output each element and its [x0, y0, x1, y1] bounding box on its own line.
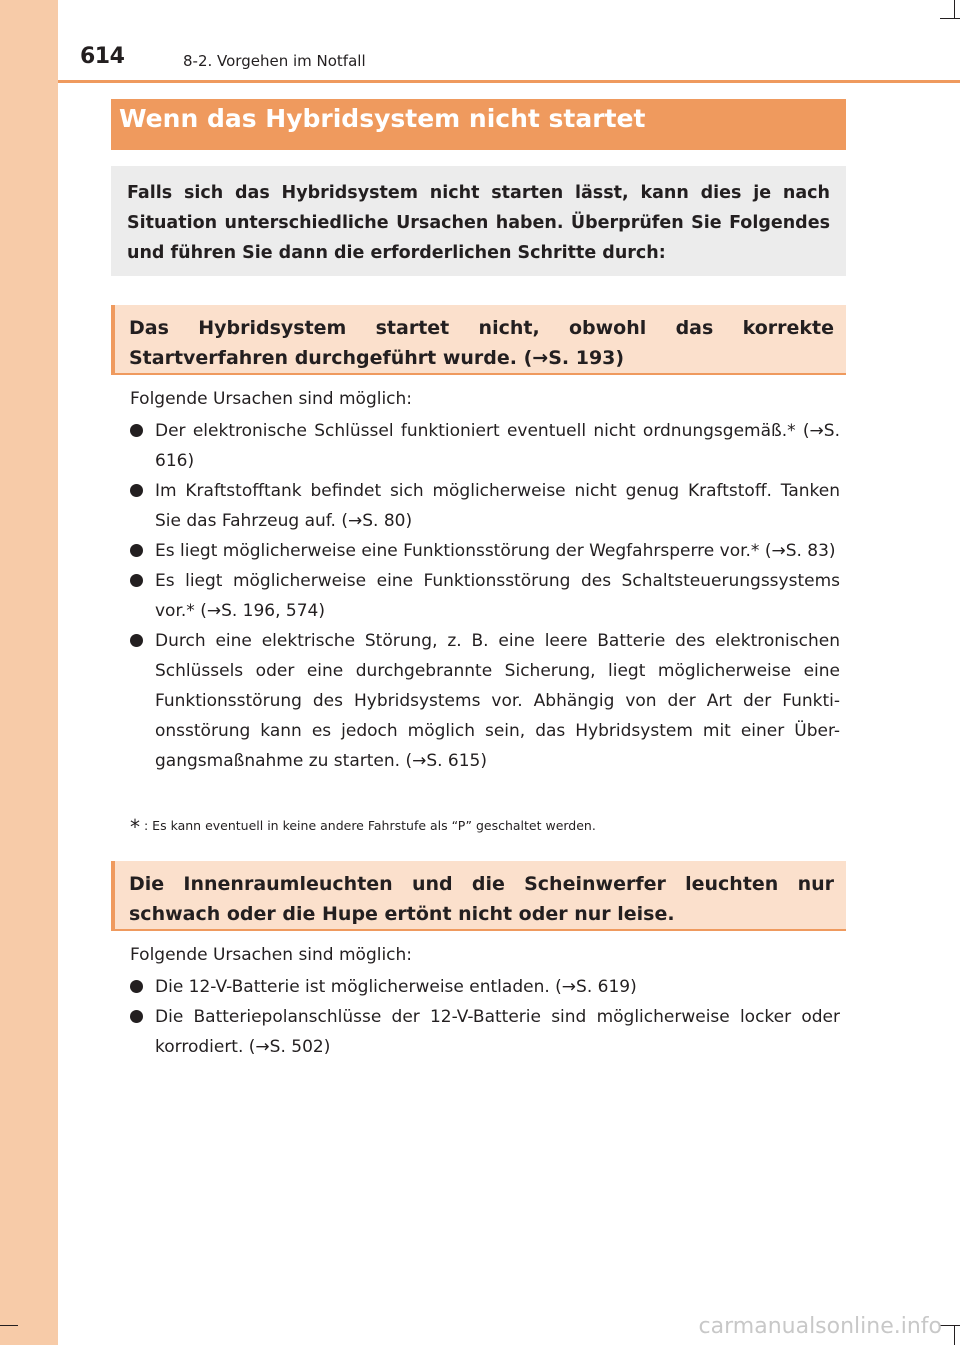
- bullet-icon: [130, 424, 143, 437]
- watermark: carmanualsonline.info: [698, 1314, 942, 1339]
- footnote-text: : Es kann eventuell in keine andere Fahrstufe als “P” geschaltet werden.: [144, 818, 596, 833]
- bullet-icon: [130, 980, 143, 993]
- page-edge-strip: [0, 0, 58, 1345]
- bullet-icon: [130, 544, 143, 557]
- list-item: Durch eine elektrische Störung, z. B. eine leere Batterie des elektronischen Schlüssels oder eine durchgebrannte Sicherung, liegt möglicherweise eine Funktionsstörung des Hybridsystems vor. Abhängig von der Art der Funkti-onsstörung kann es jedoch möglich sein, das Hybridsystem mit einer Über-gangsmaßnahme zu starten. (→S. 615): [130, 626, 840, 776]
- footnote-mark: *: [130, 815, 140, 839]
- list-item: Es liegt möglicherweise eine Funktionsstörung des Schaltsteuerungssystems vor.* (→S. 196, 574): [130, 566, 840, 626]
- bullet-icon: [130, 1010, 143, 1023]
- section-heading-weak-lights: Die Innenraumleuchten und die Scheinwerfer leuchten nur schwach oder die Hupe ertönt nicht oder nur leise.: [111, 861, 846, 931]
- crop-mark: [954, 1326, 955, 1345]
- cause-list: [130, 416, 840, 776]
- footnote: [130, 815, 840, 839]
- page-title: Wenn das Hybridsystem nicht startet: [111, 99, 846, 150]
- cause-list: [130, 972, 840, 1062]
- header-rule: [58, 80, 960, 83]
- section-lead: Folgende Ursachen sind möglich:: [130, 389, 413, 409]
- list-item: Es liegt möglicherweise eine Funktionsstörung der Wegfahrsperre vor.* (→S. 83): [130, 536, 840, 566]
- list-item: Der elektronische Schlüssel funktioniert eventuell nicht ordnungsgemäß.* (→S. 616): [130, 416, 840, 476]
- bullet-icon: [130, 484, 143, 497]
- list-item: Die Batteriepolanschlüsse der 12-V-Batterie sind möglicherweise locker oder korrodiert. (→S. 502): [130, 1002, 840, 1062]
- list-item: Im Kraftstofftank befindet sich möglicherweise nicht genug Kraftstoff. Tanken Sie das Fahrzeug auf. (→S. 80): [130, 476, 840, 536]
- crop-mark: [954, 0, 955, 18]
- section-heading-start-failure: Das Hybridsystem startet nicht, obwohl das korrekte Startverfahren durchgeführt wurde. (→S. 193): [111, 305, 846, 375]
- section-lead: Folgende Ursachen sind möglich:: [130, 945, 413, 965]
- intro-paragraph: Falls sich das Hybridsystem nicht starten lässt, kann dies je nach Situation unterschiedliche Ursachen haben. Überprüfen Sie Folgendes und führen Sie dann die erforderlichen Schritte durch:: [111, 166, 846, 276]
- crop-mark: [940, 18, 960, 19]
- bullet-icon: [130, 574, 143, 587]
- crop-mark: [0, 1325, 18, 1326]
- list-item: Die 12-V-Batterie ist möglicherweise entladen. (→S. 619): [130, 972, 840, 1002]
- crop-mark: [940, 1325, 960, 1326]
- section-path: 8-2. Vorgehen im Notfall: [183, 52, 366, 70]
- page-number: 614: [80, 44, 125, 69]
- bullet-icon: [130, 634, 143, 647]
